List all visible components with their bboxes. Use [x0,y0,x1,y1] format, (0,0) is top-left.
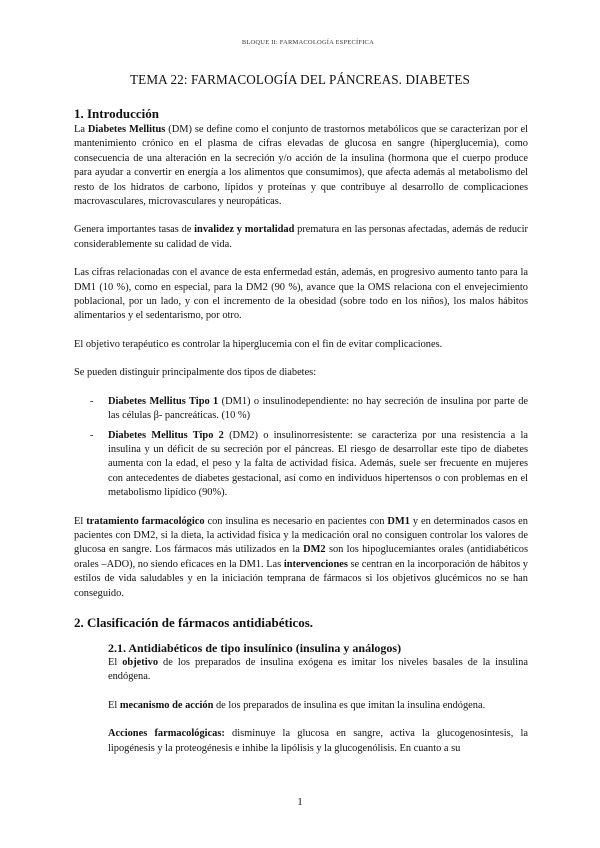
document-body [74,106,528,770]
intro-paragraph-3: Las cifras relacionadas con el avance de esta enfermedad están, además, en progresivo aumento tanto para la DM1 (10 %), como en especial, para la DM2 (90 %), avance que la OMS relaciona con el envejecimiento poblacional, por un lado, y con el incremento de la obesidad (sobre todo en los niños), los malos hábitos alimentarios y el sedentarismo, por otro. [74,267,528,322]
subsection-paragraph-3: Acciones farmacológicas: disminuye la glucosa en sangre, activa la glucogenosíntesis, la lipogénesis y la proteogénesis e inhibe la lipólisis y la glucogenólisis. En cuanto a su [108,728,529,754]
intro-paragraph-5: Se pueden distinguir principalmente dos tipos de diabetes: [74,367,317,379]
running-header: BLOQUE II: FARMACOLOGÍA ESPECÍFICA [241,39,374,46]
subsection-paragraph-2: El mecanismo de acción de los preparados de insulina es que imitan la insulina endógena. [108,699,486,711]
intro-paragraph-2: Genera importantes tasas de invalidez y mortalidad prematura en las personas afectadas, además de reducir considerablemente su calidad de vida. [74,224,528,250]
intro-paragraph-4: El objetivo terapéutico es controlar la hiperglucemia con el fin de evitar complicaciones. [74,338,443,350]
page-title: TEMA 22: FARMACOLOGÍA DEL PÁNCREAS. DIABETES [130,72,470,87]
section-1-heading: 1. Introducción [74,106,159,121]
list-item-dm2: - Diabetes Mellitus Tipo 2 (DM2) o insulinorresistente: se caracteriza por una resistencia a la insulina y un déficit de su secreción por el páncreas. El riesgo de desarrollar este tipo de diabetes aumenta con la edad, el peso y la falta de actividad física. Además, suele ser frecuente en mujeres con antecedentes de diabetes gestacional, así como en individuos hipertensos o con problemas en el metabolismo lipídico (90%). [90,429,528,499]
page-number: 1 [297,796,303,808]
intro-paragraph-1: La Diabetes Mellitus (DM) se define como el conjunto de trastornos metabólicos que se caracterizan por el mantenimiento crónico en el plasma de cifras elevadas de glucosa en sangre (hiperglucemia), como consecuencia de una alteración en la secreción y/o acción de la insulina (hormona que el cuerpo produce para ayudar a convertir en energía a los alimentos que consumimos), que afecta además al metabolismo del resto de los hidratos de carbono, lípidos y proteínas y que contribuye al desarrollo de complicaciones macrovasculares, microvasculares y neuropáticas. [74,124,528,208]
list-item-dm1: - Diabetes Mellitus Tipo 1 (DM1) o insulinodependiente: no hay secreción de insulina por parte de las células β- pancreáticas. (10 %) [90,395,529,422]
subsection-paragraph-1: El objetivo de los preparados de insulina exógena es imitar los niveles basales de la insulina endógena. [108,656,528,683]
subsection-2-1-heading: 2.1. Antidiabéticos de tipo insulínico (insulina y análogos) [108,640,402,655]
section-2-heading: 2. Clasificación de fármacos antidiabéticos. [74,614,314,630]
diabetes-types-list [74,395,528,501]
intro-paragraph-6: El tratamiento farmacológico con insulina es necesario en pacientes con DM1 y en determinados casos en pacientes con DM2, si la dieta, la actividad física y la medicación oral no consiguen controlar los valores de glucosa en sangre. Los fármacos más utilizados en la DM2 son los hipoglucemiantes orales (antidiabéticos orales –ADO), no siendo eficaces en la DM1. Las intervenciones se centran en la incorporación de hábitos y estilos de vida saludables y en la iniciación temprana de fármacos si los objetivos glucémicos no se han conseguido. [74,515,528,599]
